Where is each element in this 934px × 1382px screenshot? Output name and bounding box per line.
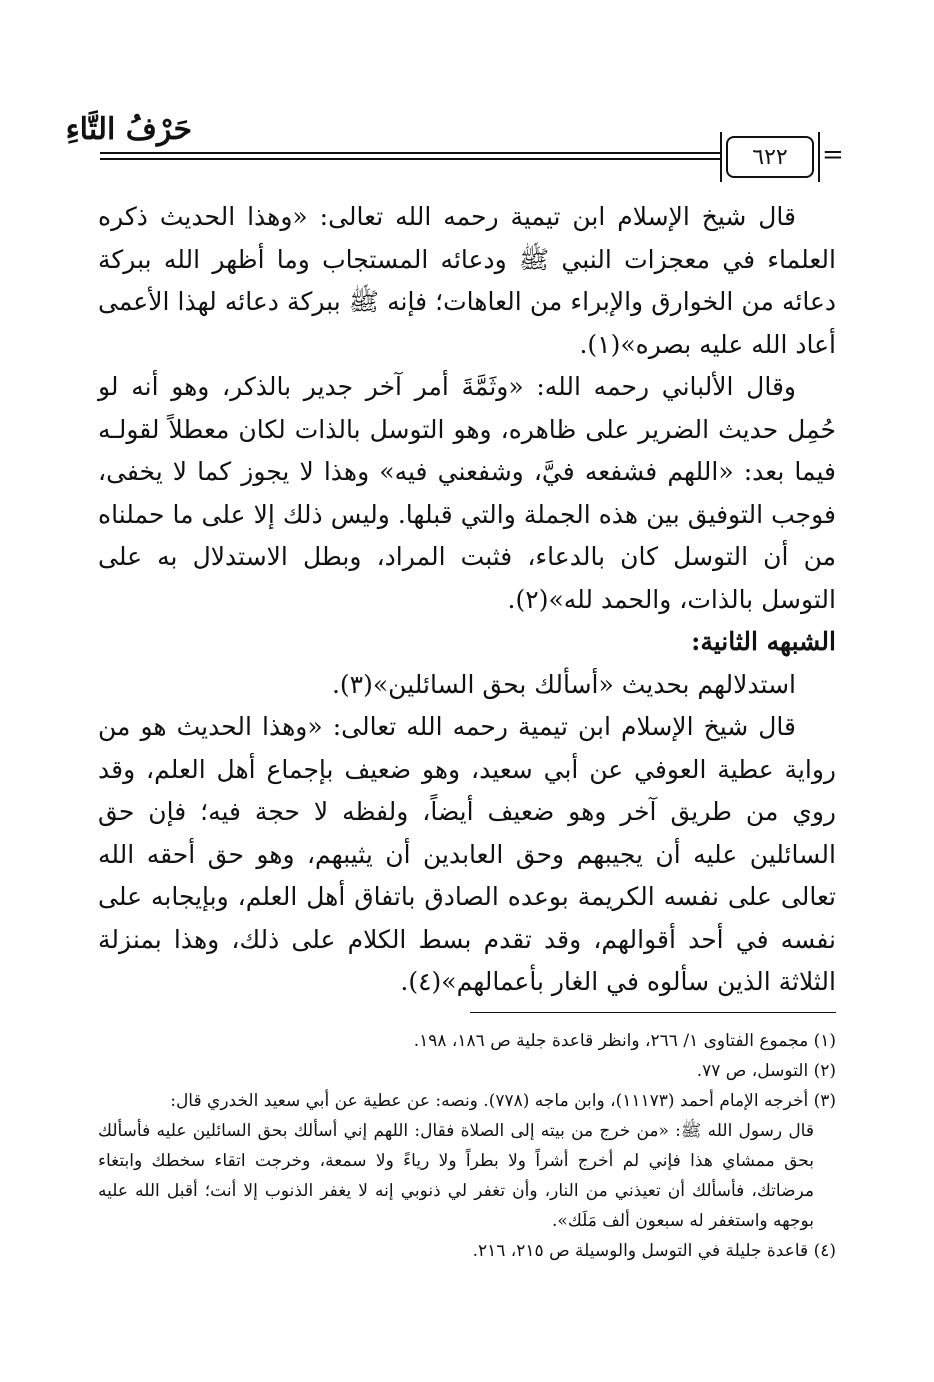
paragraph-ibn-taymiyyah-1: قال شيخ الإسلام ابن تيمية رحمه الله تعالى: «وهذا الحديث ذكره العلماء في معجزات النبي ﷺ ودعائه المستجاب وما أظهر الله ببركة دعائه من الخوارق والإبراء من العاهات؛ فإنه ﷺ ببركة دعائه لهذا الأعمى أعاد الله عليه بصره»(١).	[98, 202, 836, 359]
header-rule-bottom	[100, 158, 720, 160]
page-number: ٦٢٢	[752, 144, 788, 170]
chapter-title: حَرْفُ التَّاءِ	[65, 112, 192, 147]
main-text	[98, 196, 836, 1004]
section-heading: الشبهه الثانية:	[691, 627, 836, 656]
header-mark: =	[822, 140, 844, 170]
footnote-1: (١) مجموع الفتاوى ١/ ٢٦٦، وانظر قاعدة جلية ص ١٨٦، ١٩٨.	[413, 1031, 836, 1051]
paragraph-ibn-taymiyyah-2: قال شيخ الإسلام ابن تيمية رحمه الله تعالى: «وهذا الحديث هو من رواية عطية العوفي عن أبي سعيد، وهو ضعيف بإجماع أهل العلم، وقد روي من طريق آخر وهو ضعيف أيضاً، ولفظه لا حجة فيه؛ فإن حق السائلين عليه أن يجيبهم وحق العابدين أن يثيبهم، وهو حق أحقه الله تعالى على نفسه الكريمة بوعده الصادق باتفاق أهل العلم، وبإيجابه على نفسه في أحد أقوالهم، وقد تقدم بسط الكلام على ذلك، وهذا بمنزلة الثلاثة الذين سألوه في الغار بأعمالهم»(٤).	[98, 712, 836, 996]
footnote-3: (٣) أخرجه الإمام أحمد (١١١٧٣)، وابن ماجه (٧٧٨). ونصه: عن عطية عن أبي سعيد الخدري قال:	[170, 1091, 836, 1111]
footnote-2: (٢) التوسل، ص ٧٧.	[696, 1061, 836, 1081]
footnote-4: (٤) قاعدة جليلة في التوسل والوسيلة ص ٢١٥، ٢١٦.	[472, 1241, 836, 1261]
footnote-separator	[470, 1012, 836, 1013]
header-rule-top	[100, 152, 720, 154]
page-number-box	[726, 136, 814, 178]
paragraph-evidence: استدلالهم بحديث «أسألك بحق السائلين»(٣).	[331, 669, 796, 699]
footnote-3-text: قال رسول الله ﷺ: «من خرج من بيته إلى الصلاة فقال: اللهم إني أسألك بحق السائلين عليه فأسألك بحق ممشاي هذا فإني لم أخرج أشراً ولا بطراً ولا رياءً ولا سمعة، وخرجت اتقاء سخطك وابتغاء مرضاتك، فأسألك أن تعيذني من النار، وأن تغفر لي ذنوبي إنه لا يغفر الذنوب إلا أنت؛ أقبل الله عليه بوجهه واستغفر له سبعون ألف مَلَك».	[98, 1121, 814, 1231]
paragraph-albani: وقال الألباني رحمه الله: «وثَمَّةَ أمر آخر جدير بالذكر، وهو أنه لو حُمِل حديث الضرير على ظاهره، وهو التوسل بالذات لكان معطلاً لقولـه فيما بعد: «اللهم فشفعه فيَّ، وشفعني فيه» وهذا لا يجوز كما لا يخفى، فوجب التوفيق بين هذه الجملة والتي قبلها. وليس ذلك إلا على ما حملناه من أن التوسل كان بالدعاء، فثبت المراد، وبطل الاستدلال به على التوسل بالذات، والحمد لله»(٢).	[98, 372, 836, 614]
footnotes	[98, 1026, 836, 1266]
